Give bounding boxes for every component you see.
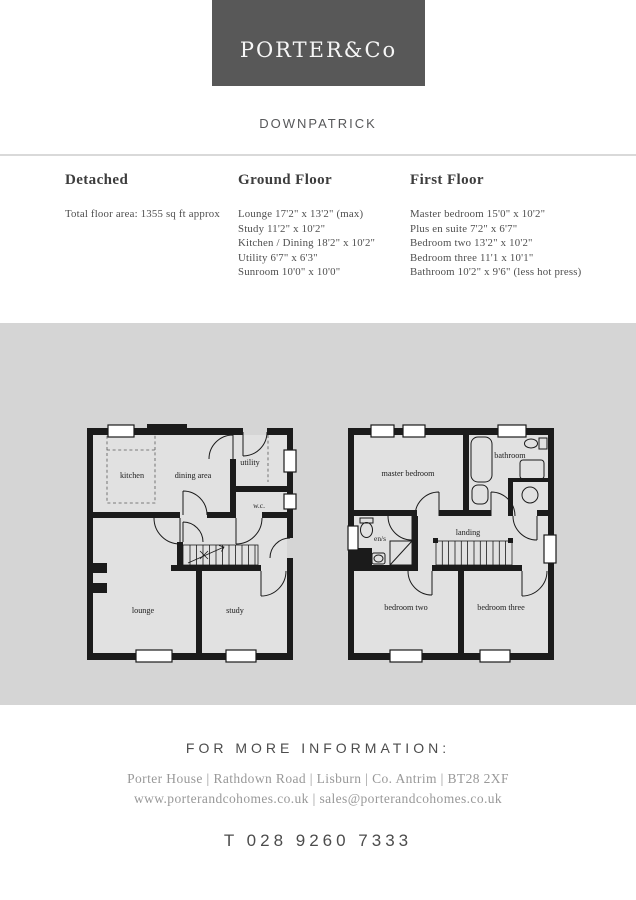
header-divider: [0, 154, 636, 156]
ground-floor-room-list: [238, 207, 406, 280]
first-floor-plan: [348, 424, 558, 664]
label-wc: w.c.: [253, 501, 265, 510]
first-floor-room-list: [410, 207, 590, 280]
brand-logo: [212, 0, 425, 86]
label-ensuite: en/s: [374, 534, 386, 543]
room-dimension: Bathroom 10'2" x 9'6" (less hot press): [410, 266, 582, 279]
property-type-details: [65, 172, 225, 222]
ground-floor-heading: Ground Floor: [238, 172, 333, 188]
label-dining-area: dining area: [174, 471, 212, 480]
label-landing: landing: [455, 528, 481, 537]
room-dimension: Utility 6'7" x 6'3": [238, 251, 318, 264]
room-dimension: Lounge 17'2" x 13'2" (max): [238, 208, 364, 220]
website-and-email: www.porterandcohomes.co.uk | sales@porterandcohomes.co.uk: [133, 791, 503, 806]
label-bedroom-two: bedroom two: [384, 603, 428, 612]
total-floor-area: Total floor area: 1355 sq ft approx: [65, 208, 220, 220]
label-lounge: lounge: [131, 606, 155, 615]
room-dimension: Bedroom two 13'2" x 10'2": [410, 237, 533, 250]
more-info-heading: FOR MORE INFORMATION:: [185, 740, 451, 756]
phone-number: T 028 9260 7333: [223, 831, 413, 850]
office-address: Porter House | Rathdown Road | Lisburn | Co. Antrim | BT28 2XF: [127, 771, 509, 786]
ground-floor-details: [238, 172, 406, 280]
label-bathroom: bathroom: [494, 451, 526, 460]
room-dimension: Master bedroom 15'0" x 10'2": [410, 208, 546, 220]
ground-floor-footprint: [93, 435, 287, 653]
room-dimension: Sunroom 10'0" x 10'0": [238, 266, 341, 279]
label-study: study: [226, 606, 244, 615]
first-floor-footprint: [354, 435, 548, 653]
label-master-bedroom: master bedroom: [381, 469, 435, 478]
label-utility: utility: [240, 458, 260, 467]
ground-floor-plan: [87, 424, 297, 664]
brand-logo-text: PORTER&Co: [239, 38, 398, 62]
property-title: DOWNPATRICK: [259, 116, 377, 131]
room-dimension: Study 11'2" x 10'2": [238, 222, 326, 235]
label-bedroom-three: bedroom three: [477, 603, 525, 612]
first-floor-details: [410, 172, 590, 280]
room-dimension: Plus en suite 7'2" x 6'7": [410, 222, 518, 235]
label-kitchen: kitchen: [119, 471, 145, 480]
room-dimension: Kitchen / Dining 18'2" x 10'2": [238, 237, 376, 250]
first-floor-heading: First Floor: [410, 172, 484, 188]
room-dimension: Bedroom three 11'1 x 10'1": [410, 251, 534, 264]
property-type-heading: Detached: [65, 172, 129, 188]
